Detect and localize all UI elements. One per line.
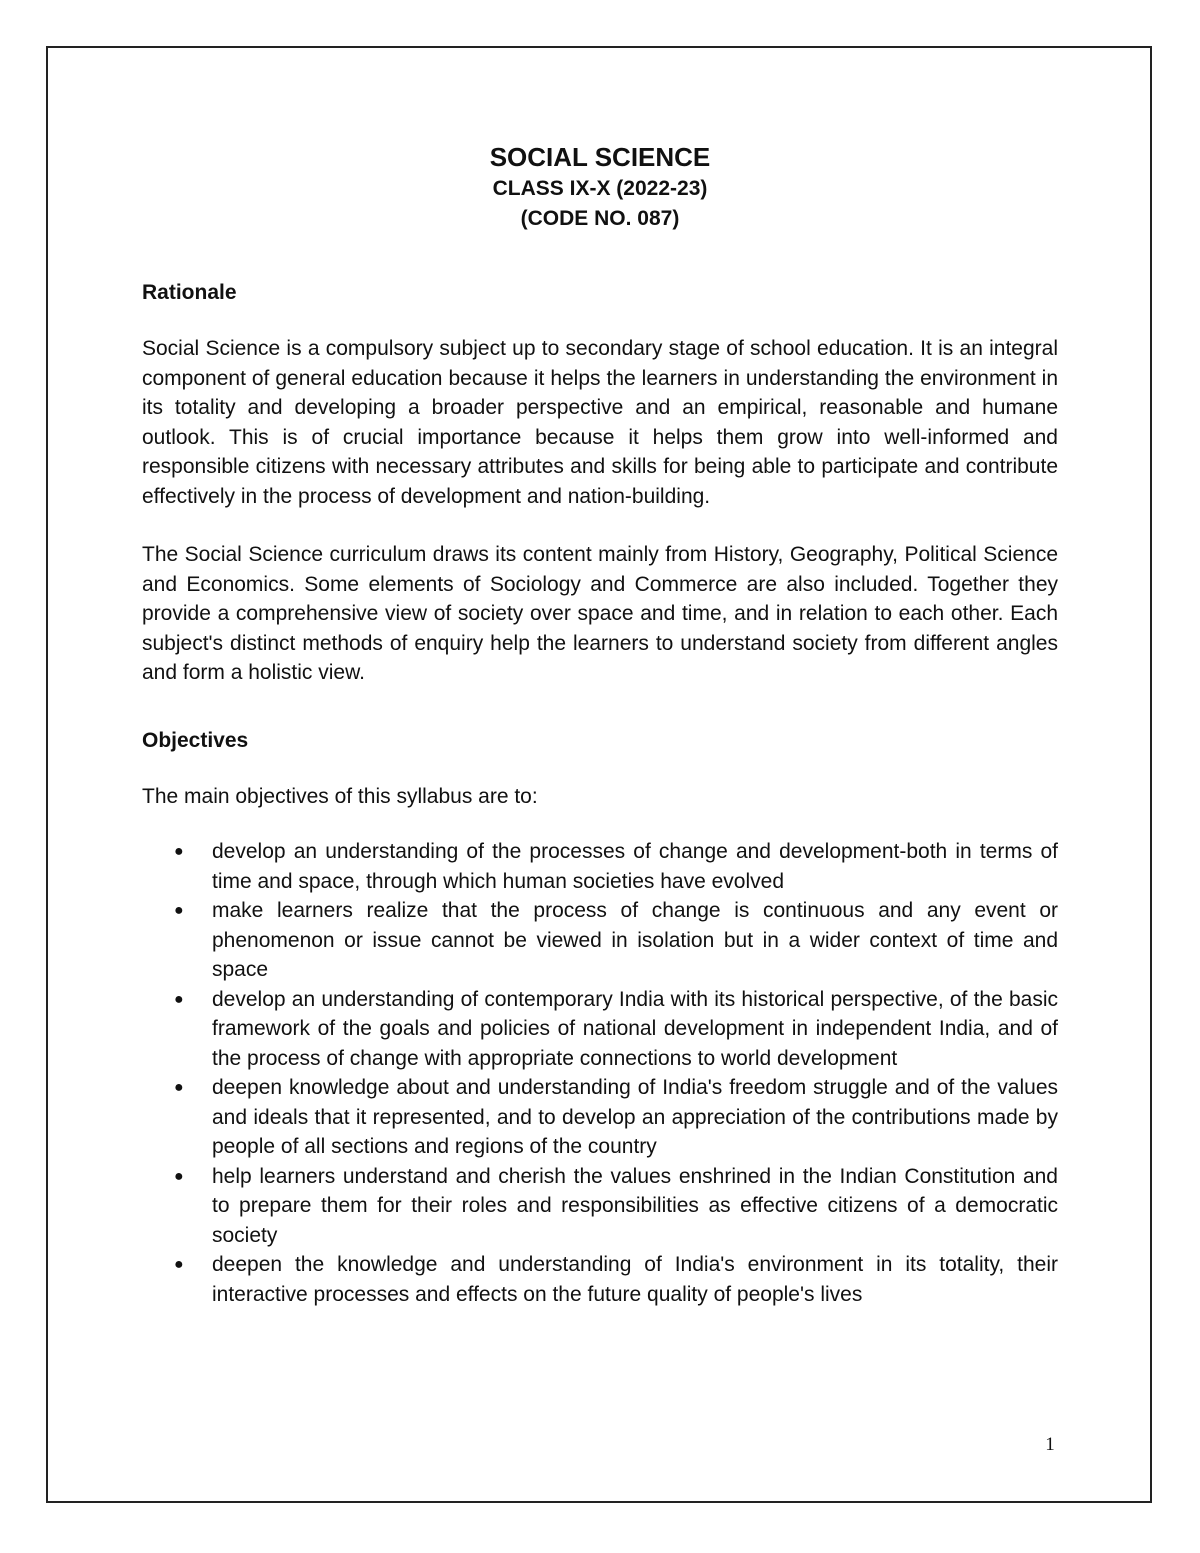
list-item: [142, 1250, 1058, 1309]
bullet-icon: ●: [174, 1167, 184, 1185]
list-item: [142, 1162, 1058, 1251]
bullet-icon: ●: [174, 1079, 184, 1096]
class-subtitle: CLASS IX-X (2022-23): [492, 177, 708, 200]
objective-text: deepen knowledge about and understanding of India's freedom struggle and of the values and ideals that it represented, and to develop an appreciation of the contributions made by people of all sections and regions of the country: [212, 1076, 1058, 1158]
bullet-icon: ●: [174, 902, 184, 919]
objectives-list: [142, 837, 1058, 1309]
objective-text: make learners realize that the process of change is continuous and any event or phenomenon or issue cannot be viewed in isolation but in a wider context of time and space: [212, 899, 1058, 981]
rationale-heading: Rationale: [142, 281, 237, 304]
list-item: [142, 837, 1058, 896]
code-subtitle: (CODE NO. 087): [520, 207, 680, 230]
objective-text: develop an understanding of the processes of change and development-both in terms of time and space, through which human societies have evolved: [212, 840, 1058, 893]
title-block: [142, 140, 1058, 234]
rationale-paragraph-2: The Social Science curriculum draws its content mainly from History, Geography, Political Science and Economics. Some elements of Sociology and Commerce are also included. Together they provide a comprehensive view of society over space and time, and in relation to each other. Each subject's distinct methods of enquiry help the learners to understand society from different angles and form a holistic view.: [142, 543, 1058, 684]
bullet-icon: ●: [174, 990, 184, 1008]
objective-text: develop an understanding of contemporary India with its historical perspective, of the basic framework of the goals and policies of national development in independent India, and of the process of change with appropriate connections to world development: [212, 987, 1058, 1070]
list-item: [142, 896, 1058, 985]
objectives-heading: Objectives: [142, 728, 249, 752]
objective-text: help learners understand and cherish the values enshrined in the Indian Constitution and to prepare them for their roles and responsibilities as effective citizens of a democratic society: [212, 1164, 1058, 1247]
list-item: [142, 985, 1058, 1074]
objective-text: deepen the knowledge and understanding of India's environment in its totality, their interactive processes and effects on the future quality of people's lives: [212, 1253, 1058, 1306]
bullet-icon: ●: [174, 843, 184, 860]
objectives-intro: The main objectives of this syllabus are to:: [142, 784, 538, 808]
list-item: [142, 1073, 1058, 1162]
page-number: 1: [1045, 1434, 1055, 1455]
rationale-paragraph-1: Social Science is a compulsory subject up to secondary stage of school education. It is an integral component of general education because it helps the learners in understanding the environment in its totality and developing a broader perspective and an empirical, reasonable and humane outlook. This is of crucial importance because it helps them grow into well-informed and responsible citizens with necessary attributes and skills for being able to participate and contribute effectively in the process of development and nation-building.: [142, 337, 1058, 508]
bullet-icon: ●: [174, 1256, 184, 1273]
page-title: SOCIAL SCIENCE: [489, 142, 711, 172]
document-content: [142, 140, 1058, 1309]
